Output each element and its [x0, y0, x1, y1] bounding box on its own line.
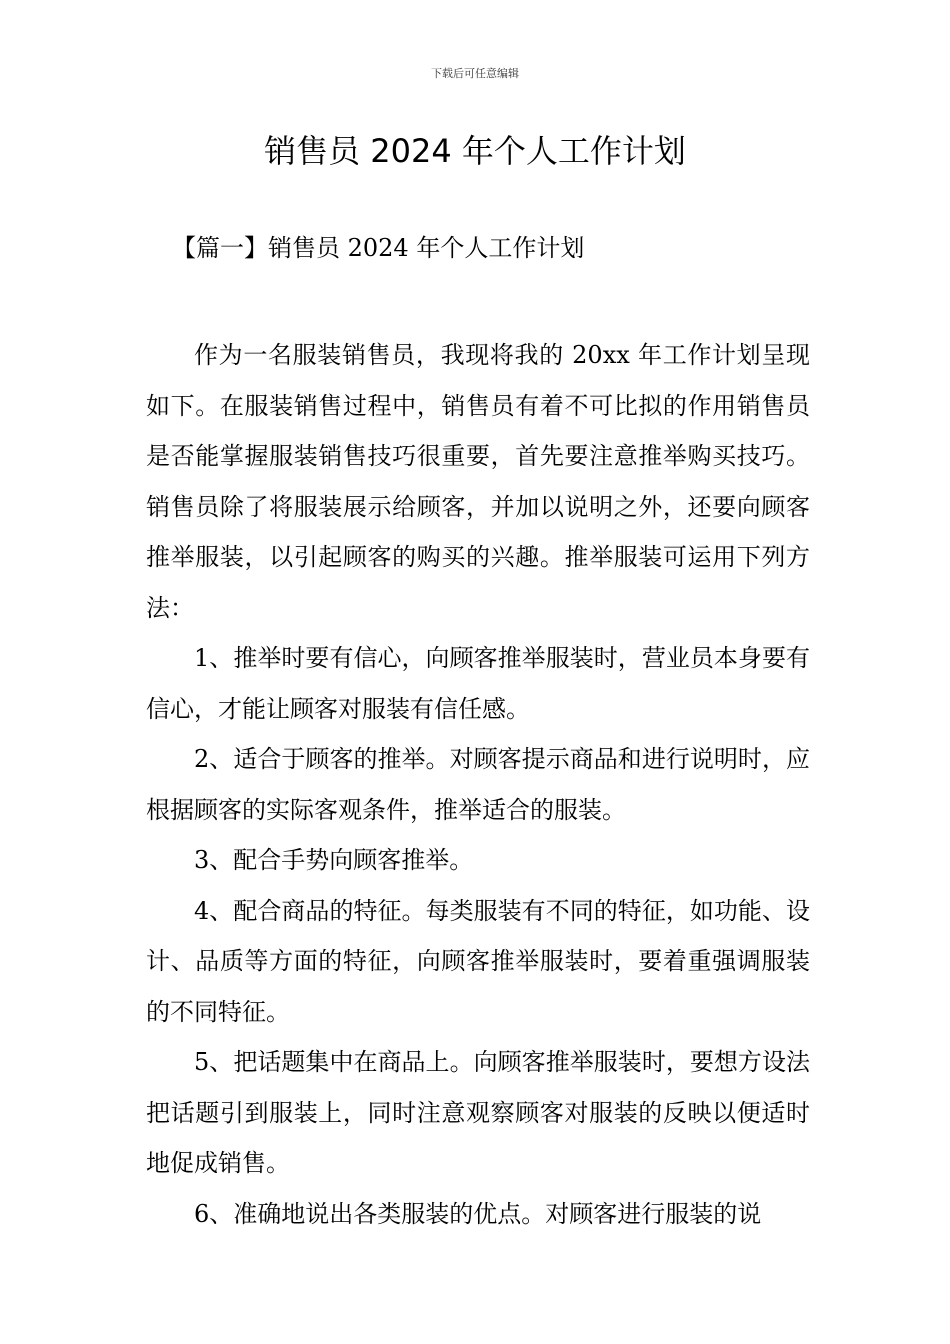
- paragraph-item-6: 6、准确地说出各类服装的优点。对顾客进行服装的说: [194, 1199, 762, 1228]
- header-note: 下载后可任意编辑: [431, 67, 519, 80]
- paragraph-item-2: 2、适合于顾客的推举。对顾客提示商品和进行说明时，应根据顾客的实际客观条件，推举适合的服装。: [146, 745, 810, 824]
- paragraph-intro: 作为一名服装销售员，我现将我的 20xx 年工作计划呈现如下。在服装销售过程中，销售员有着不可比拟的作用销售员是否能掌握服装销售技巧很重要，首先要注意推举购买技巧。销售员除了将服装展示给顾客，并加以说明之外，还要向顾客推举服装，以引起顾客的购买的兴趣。推举服装可运用下列方法：: [146, 341, 810, 622]
- paragraph-item-3: 3、配合手势向顾客推举。: [194, 846, 474, 874]
- section-heading: 【篇一】销售员 2024 年个人工作计划: [172, 234, 585, 262]
- paragraph-item-1: 1、推举时要有信心，向顾客推举服装时，营业员本身要有信心，才能让顾客对服装有信任感。: [146, 644, 810, 723]
- paragraph-item-4: 4、配合商品的特征。每类服装有不同的特征，如功能、设计、品质等方面的特征，向顾客推举服装时，要着重强调服装的不同特征。: [146, 896, 810, 1026]
- document-body: [146, 330, 810, 1239]
- document-title: 销售员 2024 年个人工作计划: [264, 132, 686, 170]
- paragraph-item-5: 5、把话题集中在商品上。向顾客推举服装时，要想方设法把话题引到服装上，同时注意观察顾客对服装的反映以便适时地促成销售。: [146, 1048, 810, 1177]
